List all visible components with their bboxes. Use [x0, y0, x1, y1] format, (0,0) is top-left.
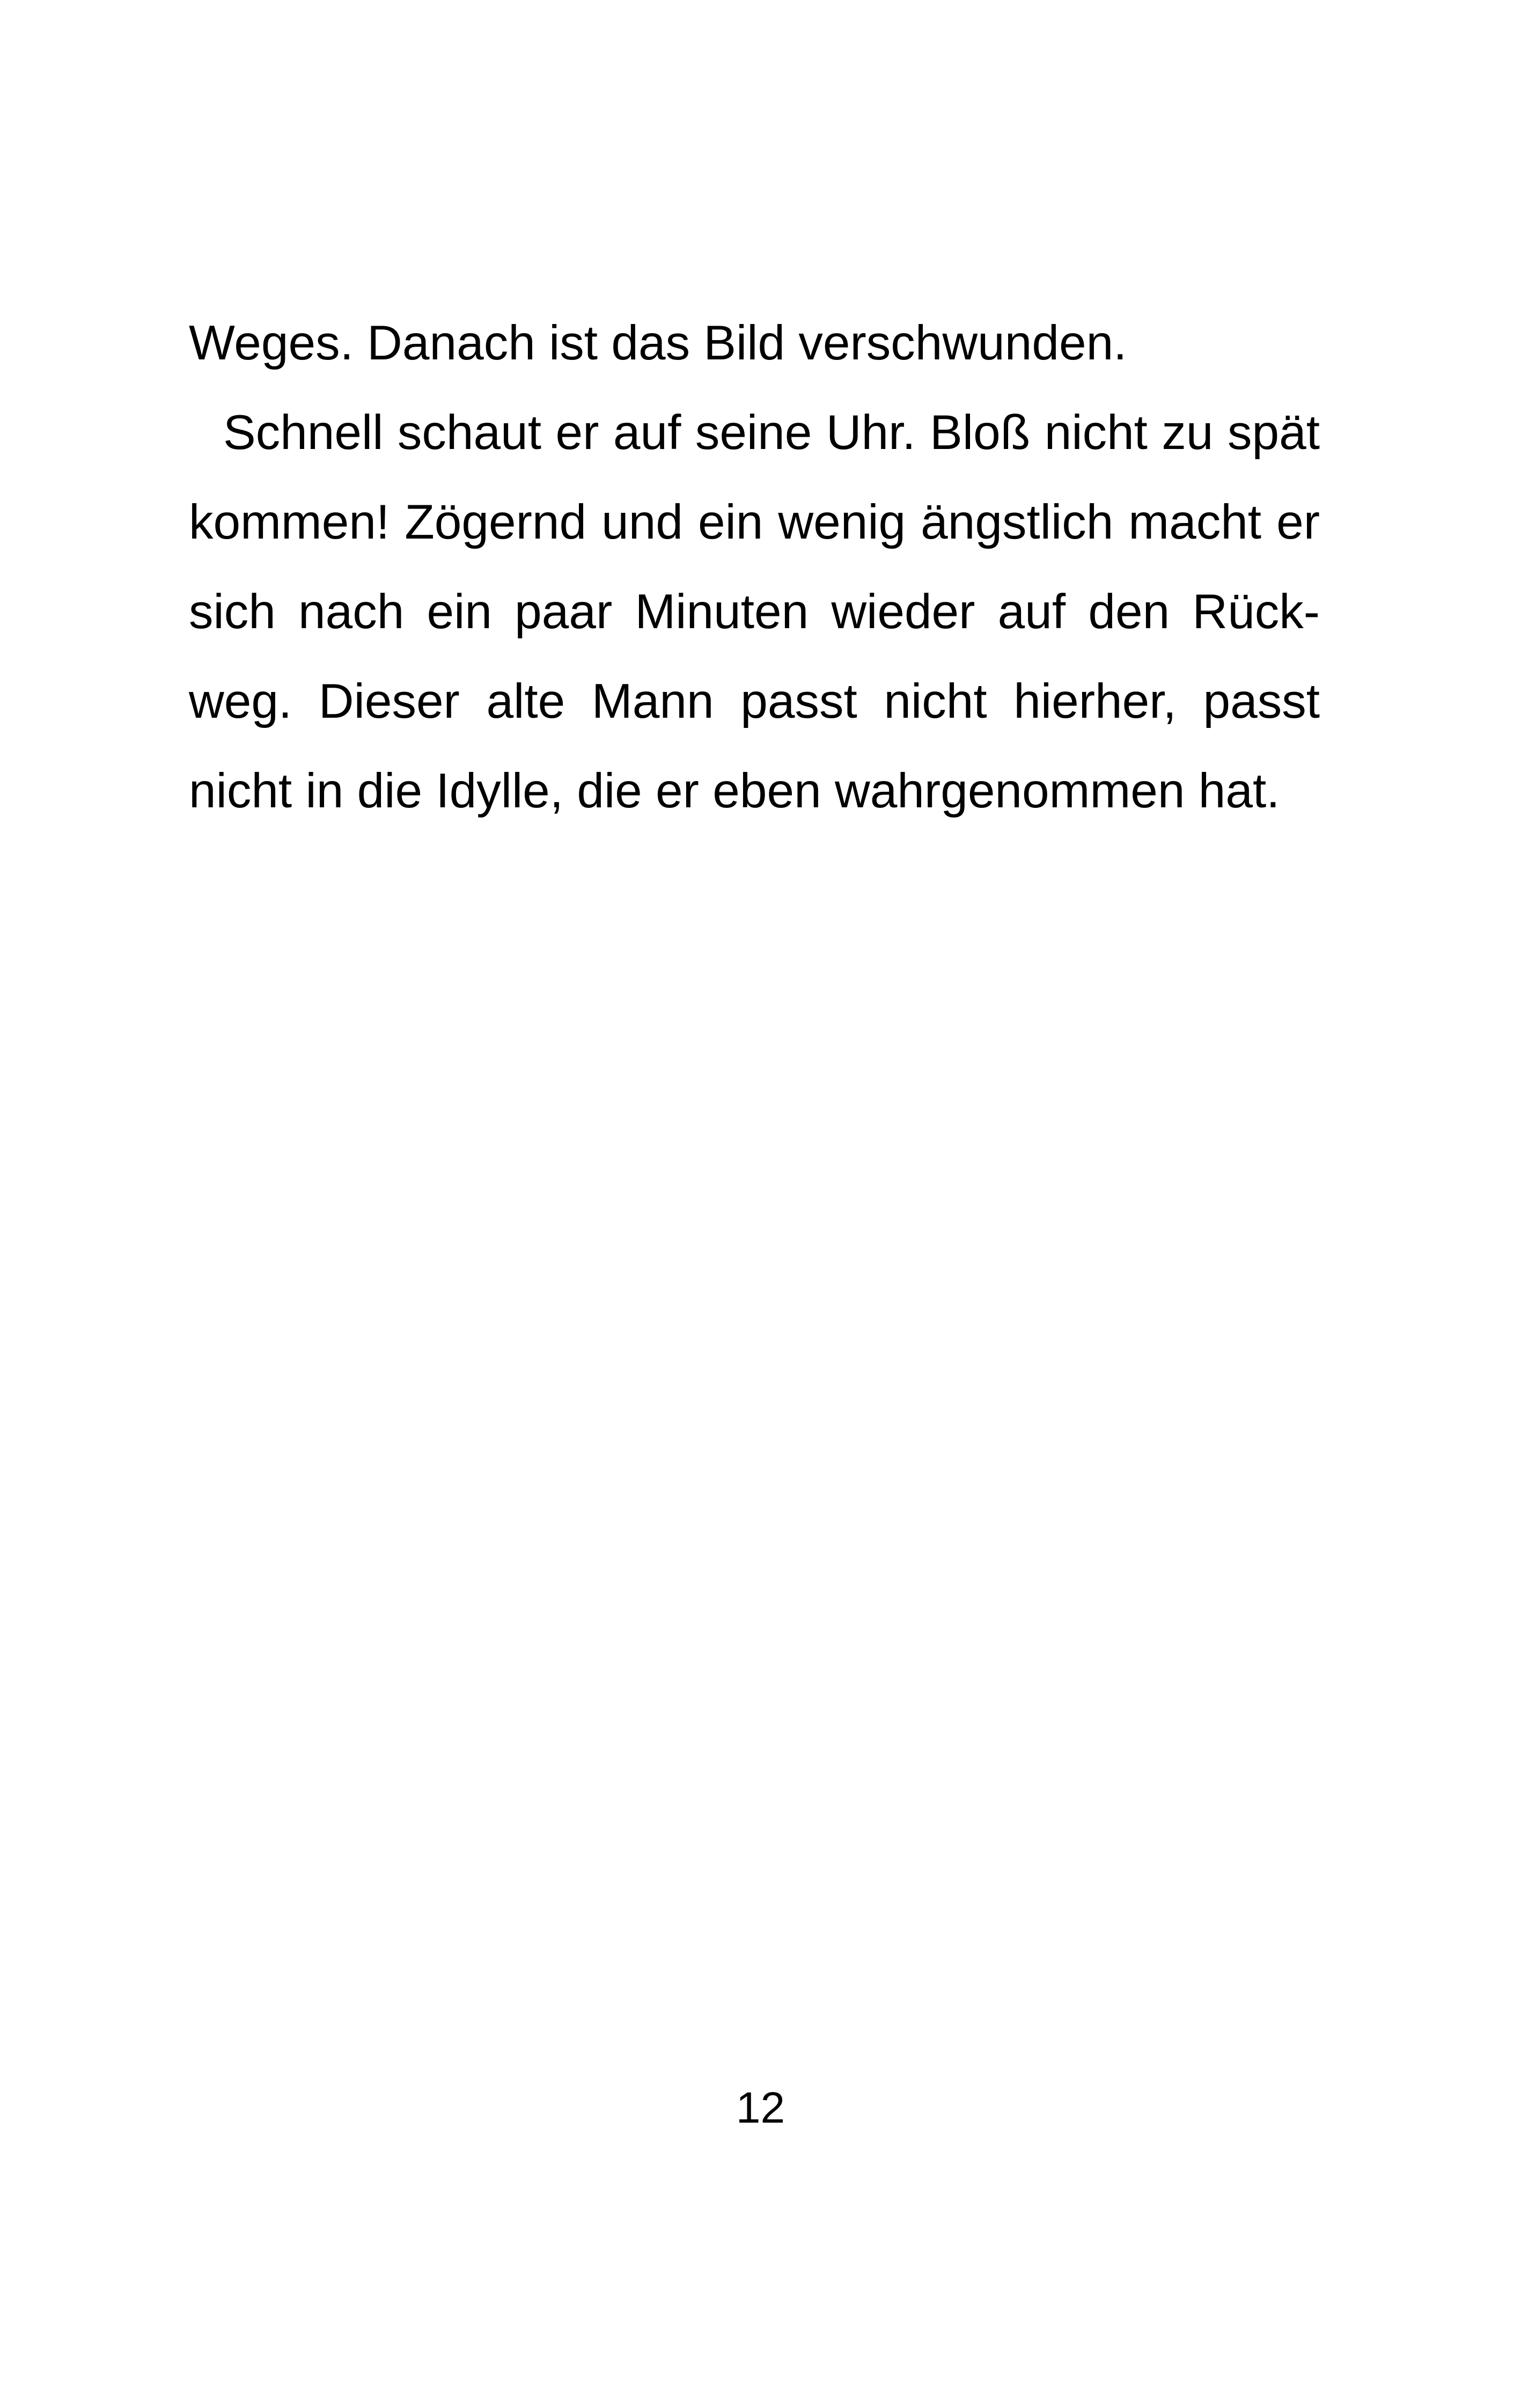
text-line-4: sich nach ein paar Minuten wieder auf den Rück- [189, 585, 1320, 639]
text-line-3: kommen! Zögernd und ein wenig ängstlich macht er [189, 495, 1320, 549]
page-number: 12 [736, 2083, 785, 2132]
text-line-5: weg. Dieser alte Mann passt nicht hierher, passt [189, 674, 1320, 728]
text-line-2: Schnell schaut er auf seine Uhr. Bloß nicht zu spät [223, 406, 1320, 460]
text-line-6: nicht in die Idylle, die er eben wahrgenommen hat. [189, 764, 1280, 818]
text-line-1: Weges. Danach ist das Bild verschwunden. [189, 316, 1127, 370]
body-text [189, 311, 1320, 849]
